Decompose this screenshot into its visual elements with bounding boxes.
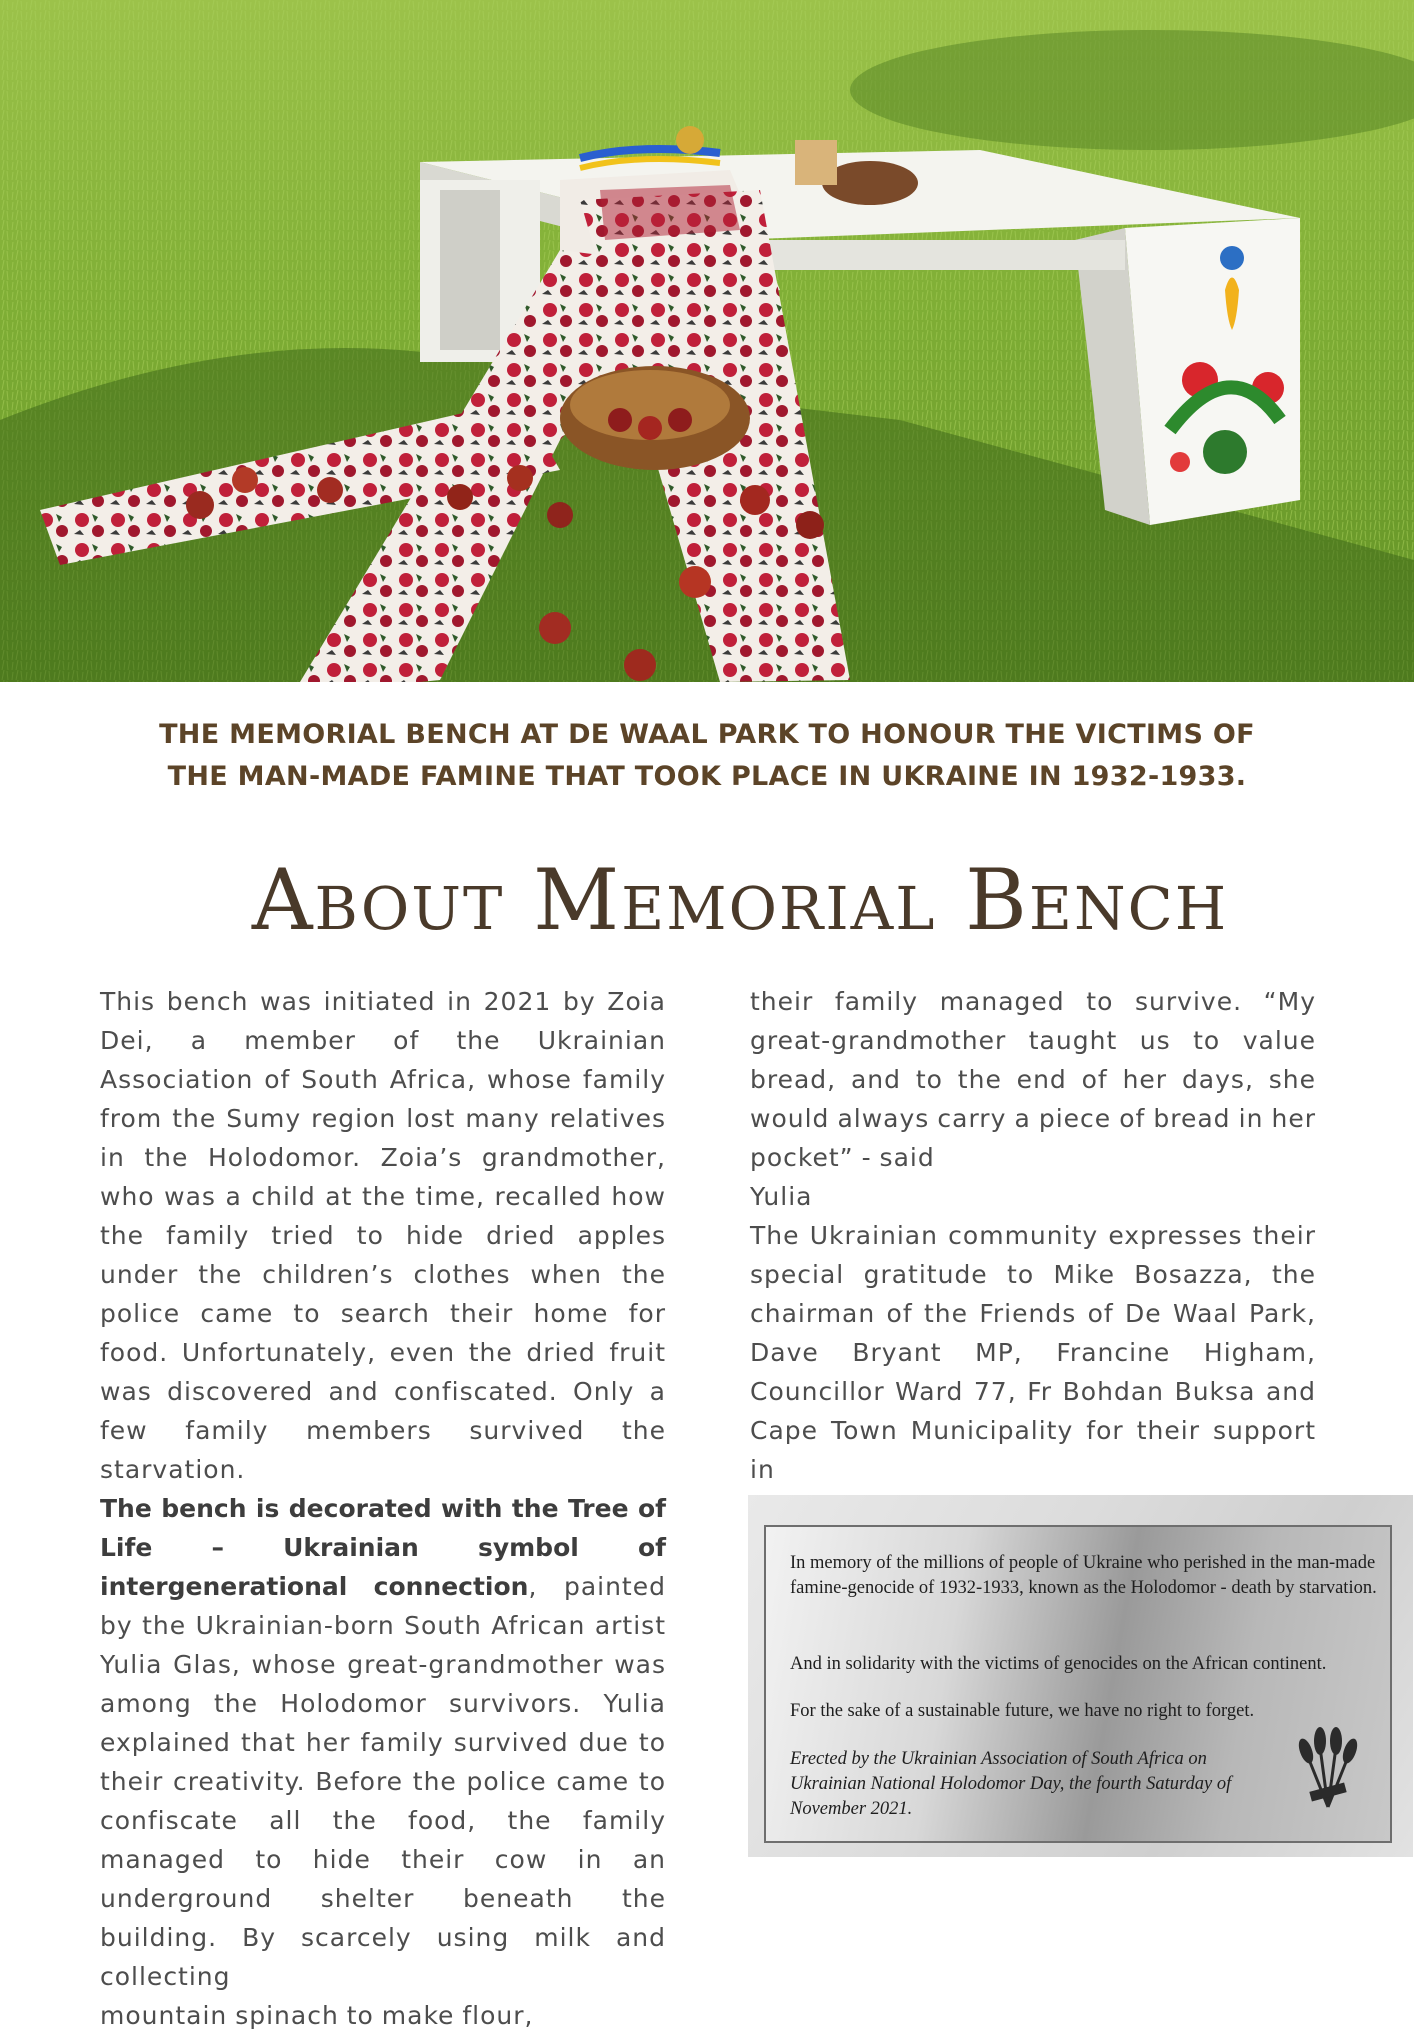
wheat-emblem-icon	[1280, 1717, 1376, 1813]
right-paragraph-2: The Ukrainian community expresses their special gratitude to Mike Bosazza, the chairman of the Friends of De Waal Park, Dave Bryant MP, Francine Higham, Councillor Ward 77, Fr Bohdan Buksa and Cape Town Municipality for their support in	[750, 1221, 1316, 1484]
left-paragraph-2-last-line: mountain spinach to make flour,	[100, 2001, 534, 2030]
left-paragraph-2: The bench is decorated with the Tree of Life – Ukrainian symbol of intergenerational connection, painted by the Ukrainian-born South African artist Yulia Glas, whose great-grandmother was among the Holodomor survivors. Yulia explained that her family survived due to their creativity. Before the police came to confiscate all the food, the family managed to hide their cow in an underground shelter beneath the building. By scarcely using milk and collecting	[100, 1494, 666, 1991]
memorial-plaque-photo	[748, 1495, 1413, 1857]
memorial-bench-photo	[0, 0, 1414, 682]
caption-line-1: THE MEMORIAL BENCH AT DE WAAL PARK TO HONOUR THE VICTIMS OF	[159, 719, 1255, 750]
plaque-text-solidarity: And in solidarity with the victims of genocides on the African continent.	[790, 1654, 1327, 1674]
left-paragraph-1: This bench was initiated in 2021 by Zoia Dei, a member of the Ukrainian Association of South Africa, whose family from the Sumy region lost many relatives in the Holodomor. Zoia’s grandmother, who was a child at the time, recalled how the family tried to hide dried apples under the children’s clothes when the police came to search their home for food. Unfortunately, even the dried fruit was discovered and confiscated. Only a few family members survived the starvation.	[100, 987, 666, 1484]
page-title: About Memorial Bench	[251, 851, 1229, 949]
caption-line-2: THE MAN-MADE FAMINE THAT TOOK PLACE IN UKRAINE IN 1932-1933.	[167, 761, 1247, 792]
plaque-text-erected: Erected by the Ukrainian Association of South Africa on Ukrainian National Holodomor Day, the fourth Saturday of November 2021.	[790, 1749, 1232, 1819]
right-column	[750, 982, 1316, 1528]
photo-caption	[100, 714, 1314, 798]
tree-of-life-highlight: The bench is decorated with the Tree of Life – Ukrainian symbol of intergenerational connection	[100, 1494, 666, 1601]
plaque-panel	[764, 1525, 1392, 1843]
left-column	[100, 982, 666, 2035]
plaque-text-memory: In memory of the millions of people of Ukraine who perished in the man-made famine-genocide of 1932-1933, known as the Holodomor - death by starvation.	[790, 1553, 1377, 1598]
right-paragraph-1-last-line: Yulia	[750, 1182, 813, 1211]
plaque-text-forget: For the sake of a sustainable future, we have no right to forget.	[790, 1701, 1255, 1721]
right-paragraph-1: their family managed to survive. “My great-grandmother taught us to value bread, and to the end of her days, she would always carry a piece of bread in her pocket” - said	[750, 987, 1316, 1172]
